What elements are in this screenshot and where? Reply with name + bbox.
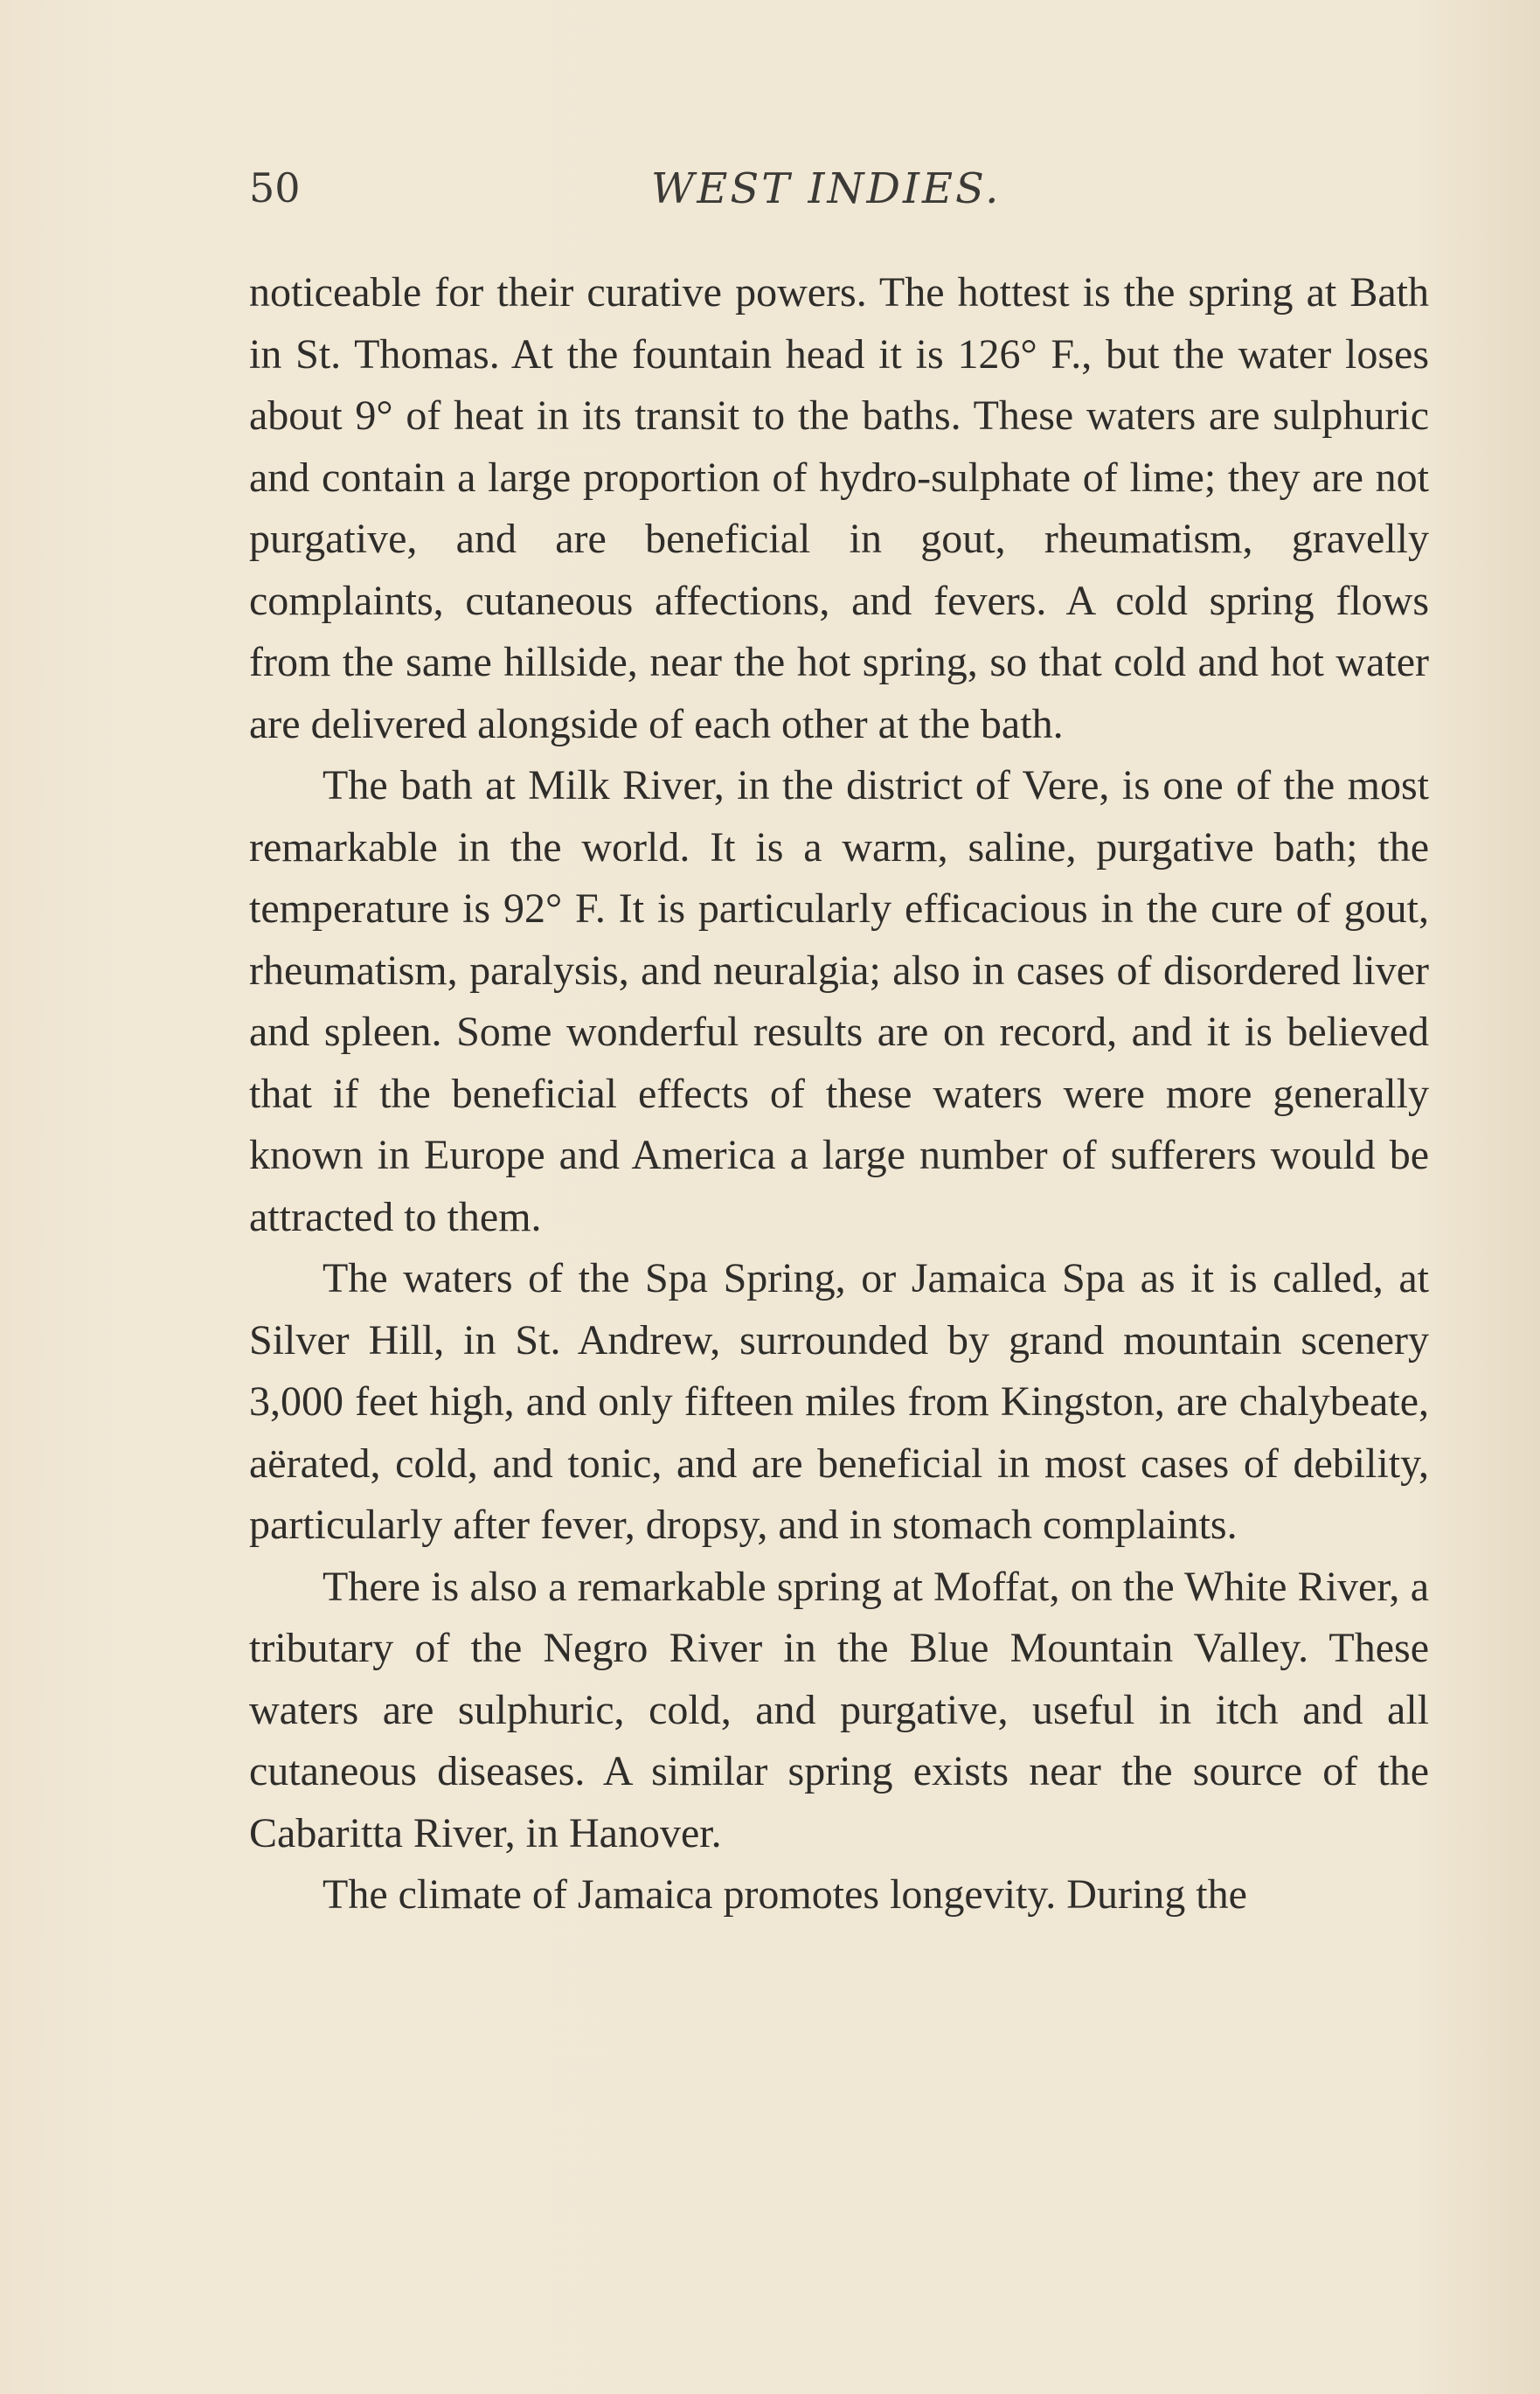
page-number: 50 xyxy=(249,164,301,212)
paragraph-bath-springs: noticeable for their curative powers. The hottest is the spring at Bath in St. Thomas. At the fountain head it is 126° F., but the water loses about 9° of heat in its transit to the baths. These waters are sulphuric and contain a large proportion of hydro-sulphate of lime; they are not purgative, and are beneficial in gout, rheumatism, gravelly complaints, cutaneous affections, and fevers. A cold spring flows from the same hillside, near the hot spring, so that cold and hot water are delivered alongside of each other at the bath. xyxy=(249,269,1429,747)
paragraph-moffat-spring: There is also a remarkable spring at Moffat, on the White River, a tributary of the Negro River in the Blue Mountain Valley. These waters are sulphuric, cold, and purgative, useful in itch and all cutaneous diseases. A similar spring exists near the source of the Cabaritta River, in Hanover. xyxy=(249,1563,1429,1856)
paragraph-milk-river: The bath at Milk River, in the district of Vere, is one of the most remarkable in the world. It is a warm, saline, purgative bath; the temperature is 92° F. It is particularly efficacious in the cure of gout, rheumatism, paralysis, and neuralgia; also in cases of disordered liver and spleen. Some wonderful results are on record, and it is believed that if the beneficial effects of these waters were more generally known in Europe and America a large number of sufferers would be attracted to them. xyxy=(249,762,1429,1240)
running-title: WEST INDIES. xyxy=(651,164,1002,213)
body-text xyxy=(249,262,1429,1926)
paragraph-climate: The climate of Jamaica promotes longevity. During the xyxy=(323,1871,1247,1918)
page-header xyxy=(249,157,1429,219)
paragraph-spa-spring: The waters of the Spa Spring, or Jamaica Spa as it is called, at Silver Hill, in St. Andrew, surrounded by grand mountain scenery 3,000 feet high, and only fifteen miles from Kingston, are chalybeate, aërated, cold, and tonic, and are beneficial in most cases of debility, particularly after fever, dropsy, and in stomach complaints. xyxy=(249,1255,1429,1548)
